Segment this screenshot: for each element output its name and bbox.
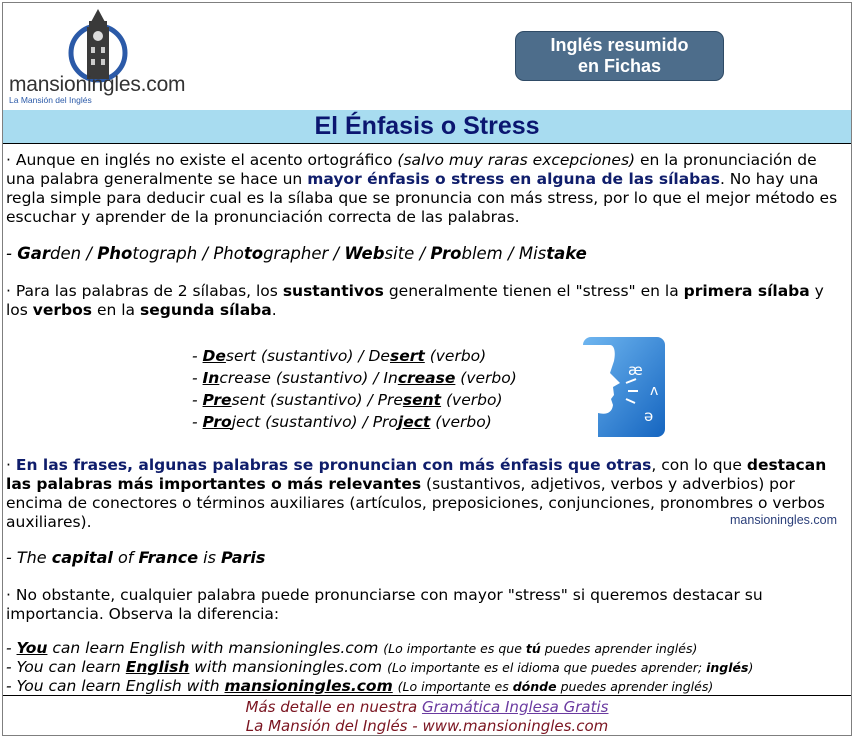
fichas-button[interactable] bbox=[515, 31, 724, 81]
word-website-rest: site bbox=[384, 244, 415, 263]
difference-row: - You can learn English with mansioningles.com (Lo importante es el idioma que puedes aprender; inglés) bbox=[6, 658, 754, 676]
logo-text: mansioningles.com bbox=[9, 73, 186, 96]
difference-row: - You can learn English with mansioningles.com (Lo importante es dónde puedes aprender inglés) bbox=[6, 677, 714, 695]
example-verb-tag: (verbo) bbox=[430, 413, 492, 431]
face-symbol-schwa: ə bbox=[644, 407, 654, 425]
diff-l3-note-bold: dónde bbox=[512, 679, 557, 694]
capital-paris: Paris bbox=[221, 548, 266, 567]
example-verb-tag: (verbo) bbox=[441, 391, 503, 409]
example-row: - Present (sustantivo) / Present (verbo) bbox=[192, 391, 503, 409]
word-examples: - Garden / Photograph / Photographer / Website / Problem / Mistake bbox=[6, 244, 587, 263]
diff-l2-note-1: (Lo importante es el idioma que puedes aprender; bbox=[387, 660, 707, 675]
rule-text-7: en la bbox=[92, 301, 140, 319]
capital-is: is bbox=[198, 548, 221, 567]
example-verb-tag: (verbo) bbox=[455, 369, 517, 387]
sentences-paragraph bbox=[6, 456, 848, 532]
footer-prefix: Más detalle en nuestra bbox=[245, 698, 422, 716]
sentences-bold: destacan las palabras más importantes o más relevantes bbox=[6, 456, 827, 493]
word-problem-stress: Pro bbox=[430, 244, 462, 263]
diff-l1-note-1: (Lo importante es que bbox=[383, 641, 526, 656]
rule-segunda-silaba: segunda sílaba bbox=[139, 301, 272, 319]
page-frame bbox=[2, 2, 852, 736]
however-paragraph: · No obstante, cualquier palabra puede pronunciarse con mayor "stress" si queremos destacar su importancia. Observa la diferencia: bbox=[6, 586, 763, 623]
face-symbol-wedge: ʌ bbox=[650, 383, 659, 399]
mini-logo: mansioningles.com bbox=[730, 513, 837, 527]
intro-text-2: (salvo muy raras excepciones) bbox=[397, 151, 636, 169]
rule-text-9: . bbox=[271, 301, 277, 319]
sentences-emphasis: En las frases, algunas palabras se pronuncian con más énfasis que otras bbox=[15, 456, 652, 474]
rule-text-3: generalmente tienen el "stress" en la bbox=[383, 282, 684, 300]
rule-sustantivos: sustantivos bbox=[282, 282, 384, 300]
noun-verb-examples bbox=[192, 345, 517, 433]
word-photographer-pre: Pho bbox=[213, 244, 244, 263]
difference-row: - You can learn English with mansioningles.com (Lo importante es que tú puedes aprender inglés) bbox=[6, 639, 698, 657]
diff-l1-note-bold: tú bbox=[525, 641, 541, 656]
example-noun-tag: (sustantivo) / bbox=[255, 347, 369, 365]
capital-word: capital bbox=[51, 548, 113, 567]
footer bbox=[3, 695, 851, 735]
example-noun-rest: crease bbox=[219, 369, 271, 387]
rule-verbos: verbos bbox=[32, 301, 93, 319]
diff-l2-note-3: ) bbox=[748, 660, 754, 675]
capital-france: France bbox=[138, 548, 199, 567]
example-noun-rest: ject bbox=[231, 413, 261, 431]
sentences-text-3: , con lo que bbox=[651, 456, 747, 474]
example-verb-stress: sert bbox=[389, 347, 425, 365]
example-noun-tag: (sustantivo) / bbox=[270, 369, 384, 387]
diff-l3-text-1: You can learn English with bbox=[16, 677, 225, 695]
diff-l1-note-3: puedes aprender inglés) bbox=[540, 641, 698, 656]
difference-list bbox=[6, 639, 848, 696]
example-noun-stress: In bbox=[202, 369, 220, 387]
example-verb-pre: De bbox=[368, 347, 390, 365]
intro-emphasis: mayor énfasis o stress en alguna de las sílabas bbox=[307, 170, 720, 188]
example-noun-tag: (sustantivo) / bbox=[265, 391, 378, 409]
example-noun-tag: (sustantivo) / bbox=[260, 413, 373, 431]
example-noun-rest: sert bbox=[225, 347, 256, 365]
rule-paragraph bbox=[6, 282, 848, 320]
header bbox=[3, 3, 851, 111]
example-verb-pre: Pro bbox=[372, 413, 398, 431]
example-verb-pre: In bbox=[383, 369, 398, 387]
example-noun-stress: Pro bbox=[202, 413, 232, 431]
word-photograph-stress: Pho bbox=[97, 244, 133, 263]
word-garden-stress: Gar bbox=[17, 244, 51, 263]
intro-text-5: . No hay una regla simple para deducir cual es la sílaba que se pronuncia con más stress, por lo que el mejor método es escuchar y aprender de la pronunciación correcta de las palabras. bbox=[6, 170, 838, 226]
example-verb-stress: crease bbox=[397, 369, 456, 387]
capital-the: The bbox=[16, 548, 52, 567]
example-verb-stress: ject bbox=[397, 413, 431, 431]
capital-example: - The capital of France is Paris bbox=[6, 548, 266, 567]
example-verb-tag: (verbo) bbox=[424, 347, 487, 365]
word-garden-rest: den bbox=[50, 244, 82, 263]
diff-l1-text: can learn English with mansioningles.com bbox=[47, 639, 384, 657]
fichas-line1: Inglés resumido bbox=[550, 35, 689, 55]
footer-line1 bbox=[3, 698, 851, 717]
title-bar bbox=[3, 110, 851, 144]
example-noun-rest: sent bbox=[231, 391, 266, 409]
word-mistake-stress: take bbox=[546, 244, 587, 263]
footer-line2: La Mansión del Inglés - www.mansioningles.com bbox=[245, 717, 609, 735]
diff-l2-text-3: with mansioningles.com bbox=[189, 658, 388, 676]
example-verb-stress: sent bbox=[402, 391, 442, 409]
word-mistake-pre: Mis bbox=[518, 244, 547, 263]
word-photographer-stress: to bbox=[243, 244, 264, 263]
logo-subtitle: La Mansión del Inglés bbox=[9, 95, 92, 105]
diff-english: English bbox=[125, 658, 190, 676]
example-noun-stress: De bbox=[202, 347, 226, 365]
word-problem-rest: blem bbox=[461, 244, 503, 263]
sentences-bullet: · bbox=[6, 456, 16, 474]
sentences-text-5: (sustantivos, adjetivos, verbos y adverbios) por encima de conectores o términos auxiliares (artículos, preposiciones, conjunciones, pronombres o verbos auxiliares). bbox=[6, 475, 825, 531]
diff-l3-note-3: puedes aprender inglés) bbox=[556, 679, 714, 694]
rule-text-5: y los bbox=[6, 282, 824, 319]
example-row: - Increase (sustantivo) / Increase (verbo) bbox=[192, 369, 517, 387]
intro-paragraph bbox=[6, 151, 848, 227]
diff-l3-note-1: (Lo importante es bbox=[397, 679, 513, 694]
intro-text-3: en la pronunciación de una palabra generalmente se hace un bbox=[6, 151, 817, 188]
face-symbol-ae: æ bbox=[628, 361, 643, 379]
diff-l2-text-1: You can learn bbox=[16, 658, 126, 676]
grammar-link[interactable]: Gramática Inglesa Gratis bbox=[421, 698, 609, 716]
word-photograph-rest: tograph bbox=[132, 244, 198, 263]
intro-text-1: · Aunque en inglés no existe el acento ortográfico bbox=[6, 151, 398, 169]
capital-of: of bbox=[112, 548, 139, 567]
example-row: - Desert (sustantivo) / Desert (verbo) bbox=[192, 347, 487, 365]
tower-logo-icon bbox=[65, 9, 135, 83]
page-title: El Énfasis o Stress bbox=[314, 112, 540, 140]
speaking-face-icon bbox=[580, 337, 668, 437]
diff-l2-note-bold: inglés bbox=[706, 660, 749, 675]
example-verb-pre: Pre bbox=[377, 391, 403, 409]
example-row: - Project (sustantivo) / Project (verbo) bbox=[192, 413, 492, 431]
diff-you: You bbox=[16, 639, 48, 657]
fichas-line2: en Fichas bbox=[577, 56, 662, 76]
word-photographer-rest: grapher bbox=[263, 244, 329, 263]
word-website-stress: Web bbox=[344, 244, 385, 263]
example-noun-stress: Pre bbox=[202, 391, 232, 409]
rule-primera-silaba: primera sílaba bbox=[683, 282, 810, 300]
rule-text-1: · Para las palabras de 2 sílabas, los bbox=[6, 282, 283, 300]
diff-mansioningles: mansioningles.com bbox=[224, 677, 393, 695]
